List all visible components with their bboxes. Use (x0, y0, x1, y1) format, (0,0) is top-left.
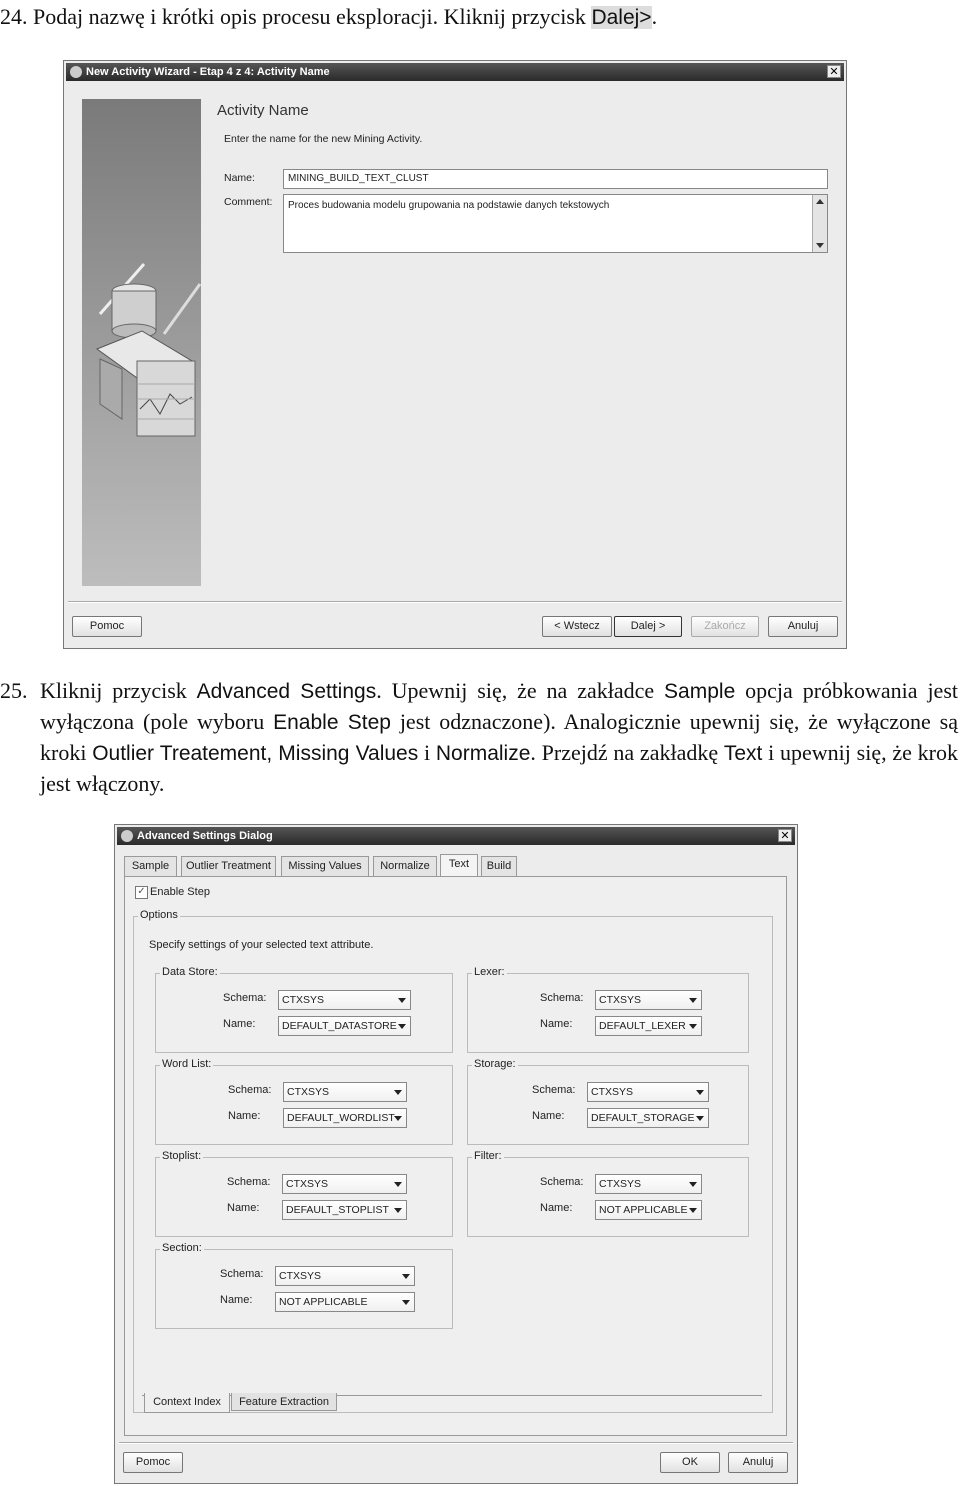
comment-textarea[interactable] (283, 194, 828, 253)
chevron-down-icon (394, 1116, 402, 1121)
cancel-button[interactable]: Anuluj (768, 616, 838, 637)
help-button[interactable]: Pomoc (123, 1452, 183, 1473)
normalize-reference: Normalize (435, 742, 531, 765)
chevron-down-icon (394, 1208, 402, 1213)
enable-step-checkbox[interactable] (135, 886, 148, 899)
activity-name-heading: Activity Name (217, 102, 309, 119)
tab-sample[interactable]: Sample (124, 856, 177, 876)
comment-label: Comment: (224, 196, 273, 208)
chevron-down-icon (398, 998, 406, 1003)
datastore-group (155, 966, 453, 1053)
app-logo-icon (121, 830, 133, 842)
schema-label: Schema: (223, 992, 267, 1004)
step-24-number: 24. (0, 4, 28, 29)
name-label: Name: (540, 1202, 573, 1214)
section-schema-select[interactable] (275, 1266, 415, 1286)
chevron-down-icon (689, 998, 697, 1003)
step-24-text: Podaj nazwę i krótki opis procesu eksploracji. Kliknij przycisk (33, 4, 586, 29)
tab-feature-extraction[interactable]: Feature Extraction (231, 1393, 337, 1411)
name-label: Name: (540, 1018, 573, 1030)
storage-name-value: DEFAULT_STORAGE (591, 1112, 695, 1124)
step-25-text-7: i upewnij się, że krok jest włączony. (40, 740, 958, 796)
schema-label: Schema: (540, 992, 584, 1004)
wizard-illustration (82, 99, 201, 586)
chevron-down-icon (696, 1090, 704, 1095)
stoplist-schema-value: CTXSYS (286, 1178, 329, 1190)
wordlist-title: Word List: (162, 1058, 212, 1070)
section-name-select[interactable] (275, 1292, 415, 1312)
tab-build[interactable]: Build (481, 856, 517, 876)
close-icon[interactable]: ✕ (778, 829, 792, 842)
mining-graphic-icon (82, 99, 201, 586)
advanced-settings-dialog (114, 824, 798, 1484)
wordlist-schema-select[interactable] (283, 1082, 407, 1102)
dialog-separator (119, 1442, 793, 1444)
name-label: Name: (224, 172, 255, 184)
enable-step-reference: Enable Step (273, 711, 391, 734)
wizard-instruction: Enter the name for the new Mining Activity. (224, 133, 423, 145)
schema-label: Schema: (532, 1084, 576, 1096)
chevron-down-icon (689, 1024, 697, 1029)
filter-schema-select[interactable] (595, 1174, 702, 1194)
options-title: Options (140, 909, 178, 921)
filter-name-value: NOT APPLICABLE (599, 1204, 688, 1216)
datastore-schema-select[interactable] (278, 990, 411, 1010)
storage-group (467, 1058, 749, 1145)
lexer-schema-value: CTXSYS (599, 994, 642, 1006)
specify-text: Specify settings of your selected text attribute. (149, 939, 374, 951)
close-icon[interactable]: ✕ (827, 65, 841, 78)
lexer-group (467, 966, 749, 1053)
next-button[interactable]: Dalej > (614, 616, 682, 637)
section-title: Section: (162, 1242, 202, 1254)
finish-button[interactable]: Zakończ (691, 616, 759, 637)
comment-text: Proces budowania modelu grupowania na podstawie danych tekstowych (288, 200, 610, 211)
step-25-text-2: . Upewnij się, że na zakładce (376, 678, 665, 703)
schema-label: Schema: (220, 1268, 264, 1280)
name-label: Name: (228, 1110, 261, 1122)
dialog-titlebar[interactable] (117, 827, 795, 845)
comment-scrollbar[interactable] (812, 195, 827, 252)
step-25-paragraph (0, 676, 958, 799)
text-tab-reference: Text (723, 742, 763, 765)
tab-outlier-treatment[interactable]: Outlier Treatment (181, 856, 276, 876)
stoplist-title: Stoplist: (162, 1150, 202, 1162)
schema-label: Schema: (227, 1176, 271, 1188)
lexer-title: Lexer: (474, 966, 505, 978)
stoplist-schema-select[interactable] (282, 1174, 407, 1194)
dialog-title: Advanced Settings Dialog (137, 830, 273, 842)
storage-title: Storage: (474, 1058, 516, 1070)
storage-name-select[interactable] (587, 1108, 709, 1128)
chevron-down-icon (696, 1116, 704, 1121)
tab-missing-values[interactable]: Missing Values (281, 856, 369, 876)
chevron-down-icon (402, 1300, 410, 1305)
sample-reference: Sample (664, 680, 736, 703)
storage-schema-value: CTXSYS (591, 1086, 634, 1098)
schema-label: Schema: (540, 1176, 584, 1188)
filter-group (467, 1150, 749, 1237)
lexer-schema-select[interactable] (595, 990, 702, 1010)
step-25-text-1: Kliknij przycisk (40, 678, 197, 703)
check-icon: ✓ (137, 886, 146, 897)
text-tab-panel (124, 876, 787, 1436)
wizard-titlebar[interactable] (66, 63, 844, 81)
chevron-down-icon (689, 1208, 697, 1213)
cancel-button[interactable]: Anuluj (728, 1452, 788, 1473)
name-label: Name: (532, 1110, 565, 1122)
step-24-end: . (651, 4, 658, 29)
datastore-name-value: DEFAULT_DATASTORE (282, 1020, 397, 1032)
tab-text[interactable]: Text (440, 854, 478, 876)
storage-schema-select[interactable] (587, 1082, 709, 1102)
step-25-text-5: i (418, 740, 436, 765)
datastore-name-select[interactable] (278, 1016, 411, 1036)
chevron-down-icon (394, 1182, 402, 1187)
wordlist-group (155, 1058, 453, 1145)
chevron-down-icon (402, 1274, 410, 1279)
wizard-separator (68, 601, 842, 603)
filter-schema-value: CTXSYS (599, 1178, 642, 1190)
help-button[interactable]: Pomoc (72, 616, 142, 637)
dalej-reference: Dalej> (591, 6, 652, 29)
datastore-title: Data Store: (162, 966, 218, 978)
scroll-up-icon[interactable] (816, 199, 824, 204)
stoplist-name-value: DEFAULT_STOPLIST (286, 1204, 389, 1216)
step-25-number: 25. (0, 678, 28, 703)
chevron-down-icon (689, 1182, 697, 1187)
lexer-name-select[interactable] (595, 1016, 702, 1036)
tab-normalize[interactable]: Normalize (373, 856, 437, 876)
chevron-down-icon (398, 1024, 406, 1029)
name-label: Name: (220, 1294, 253, 1306)
schema-label: Schema: (228, 1084, 272, 1096)
name-input[interactable]: MINING_BUILD_TEXT_CLUST (283, 169, 828, 189)
step-25-text-6: . Przejdź na zakładkę (530, 740, 724, 765)
ok-button[interactable]: OK (660, 1452, 720, 1473)
wizard-title: New Activity Wizard - Etap 4 z 4: Activity Name (86, 66, 330, 78)
stoplist-group (155, 1150, 453, 1237)
filter-name-select[interactable] (595, 1200, 702, 1220)
datastore-schema-value: CTXSYS (282, 994, 325, 1006)
wordlist-name-select[interactable] (283, 1108, 407, 1128)
stoplist-name-select[interactable] (282, 1200, 407, 1220)
new-activity-wizard-window (63, 60, 847, 649)
name-label: Name: (223, 1018, 256, 1030)
lexer-name-value: DEFAULT_LEXER (599, 1020, 686, 1032)
outlier-missing-reference: Outlier Treatement, Missing Values (92, 742, 419, 765)
section-group (155, 1242, 453, 1329)
section-schema-value: CTXSYS (279, 1270, 322, 1282)
options-group (133, 909, 773, 1413)
back-button[interactable]: < Wstecz (542, 616, 612, 637)
wordlist-name-value: DEFAULT_WORDLIST (287, 1112, 395, 1124)
tab-context-index[interactable]: Context Index (144, 1393, 230, 1413)
step-25-text-3: opcja próbkowania jest wyłączona (pole wyboru (40, 678, 958, 734)
app-logo-icon (70, 66, 82, 78)
step-24-paragraph (0, 2, 958, 33)
wordlist-schema-value: CTXSYS (287, 1086, 330, 1098)
name-label: Name: (227, 1202, 260, 1214)
step-25-text-4: jest odznaczone). Analogicznie upewnij się, że wyłączone są kroki (40, 709, 958, 765)
enable-step-label[interactable]: Enable Step (150, 886, 210, 898)
advanced-settings-reference: Advanced Settings (196, 680, 377, 703)
step-25-body (40, 676, 958, 799)
scroll-down-icon[interactable] (816, 243, 824, 248)
section-name-value: NOT APPLICABLE (279, 1296, 368, 1308)
filter-title: Filter: (474, 1150, 502, 1162)
chevron-down-icon (394, 1090, 402, 1095)
